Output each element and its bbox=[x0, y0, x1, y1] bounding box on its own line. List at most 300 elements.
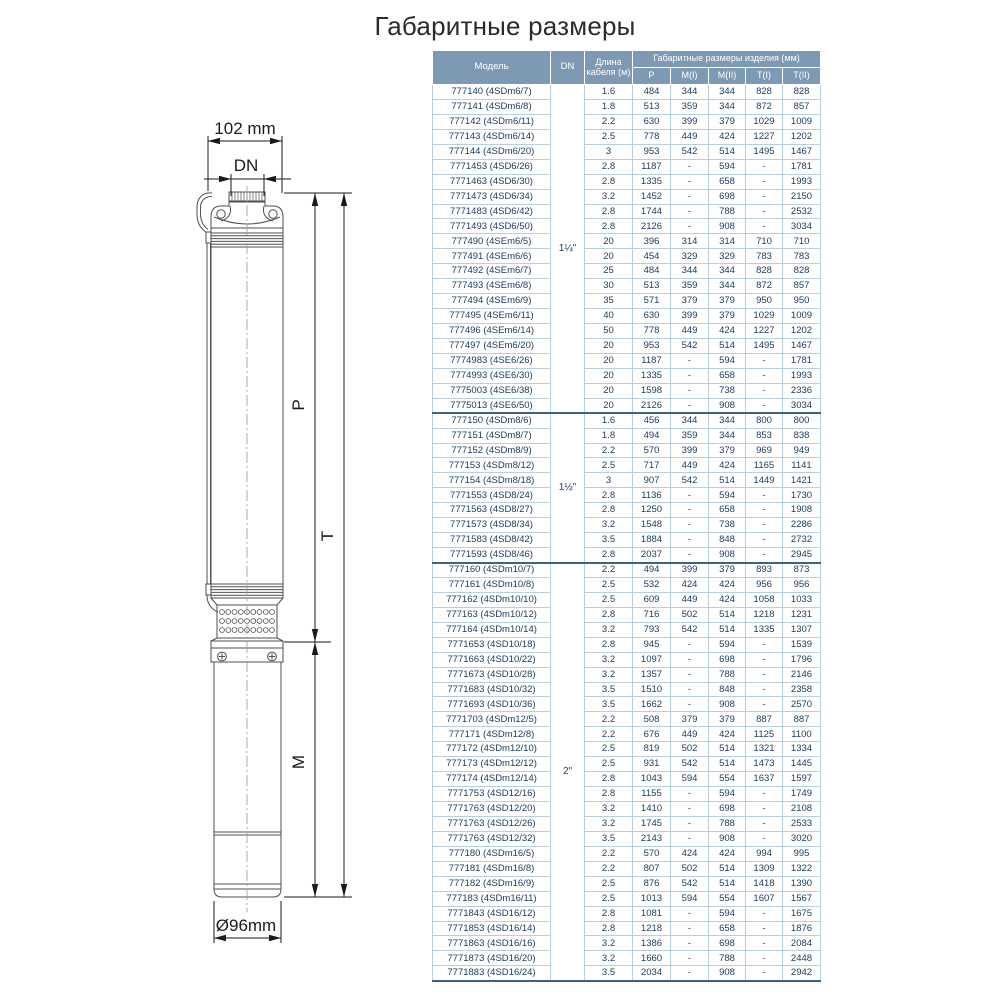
cell-t1: 710 bbox=[746, 234, 783, 249]
cell-m2: 788 bbox=[709, 951, 746, 966]
table-row bbox=[433, 906, 821, 921]
cell-p: 876 bbox=[633, 876, 671, 891]
cell-t1: 1495 bbox=[746, 144, 783, 159]
cell-p: 1510 bbox=[633, 682, 671, 697]
cell-m2: 658 bbox=[709, 503, 746, 518]
cell-p: 953 bbox=[633, 144, 671, 159]
cell-t1: 1309 bbox=[746, 861, 783, 876]
cell-m1: 542 bbox=[671, 876, 709, 891]
cell-m2: 658 bbox=[709, 174, 746, 189]
cell-t2: 1597 bbox=[783, 772, 821, 787]
cell-p: 1745 bbox=[633, 816, 671, 831]
cell-t2: 3034 bbox=[783, 398, 821, 413]
dim-top-width-label: 102 mm bbox=[214, 119, 276, 138]
cell-p: 1452 bbox=[633, 189, 671, 204]
cell-p: 1386 bbox=[633, 936, 671, 951]
header-group: Габаритные размеры изделия (мм) bbox=[633, 51, 821, 68]
cell-dn: 1½" bbox=[551, 413, 585, 562]
cell-model: 777163 (4SDm10/12) bbox=[433, 607, 551, 622]
table-row bbox=[433, 861, 821, 876]
cell-t2: 1334 bbox=[783, 742, 821, 757]
header-t1: T(I) bbox=[746, 68, 783, 85]
cell-t2: 1781 bbox=[783, 353, 821, 368]
table-row bbox=[433, 279, 821, 294]
cell-t2: 1749 bbox=[783, 787, 821, 802]
table-row bbox=[433, 458, 821, 473]
cell-p: 456 bbox=[633, 413, 671, 428]
cell-m1: - bbox=[671, 353, 709, 368]
cell-p: 2034 bbox=[633, 966, 671, 981]
cell-t2: 1567 bbox=[783, 891, 821, 906]
cell-cable: 20 bbox=[585, 234, 633, 249]
cell-dn: 2" bbox=[551, 563, 585, 981]
cell-p: 1335 bbox=[633, 368, 671, 383]
cell-t2: 1141 bbox=[783, 458, 821, 473]
cell-cable: 35 bbox=[585, 294, 633, 309]
cell-t1: - bbox=[746, 906, 783, 921]
cell-t2: 1100 bbox=[783, 727, 821, 742]
cell-m1: - bbox=[671, 697, 709, 712]
cell-t2: 1908 bbox=[783, 503, 821, 518]
table-row bbox=[433, 129, 821, 144]
cell-m2: 514 bbox=[709, 144, 746, 159]
cell-model: 7771673 (4SD10/28) bbox=[433, 667, 551, 682]
table-row bbox=[433, 428, 821, 443]
cell-m2: 594 bbox=[709, 787, 746, 802]
cell-m1: - bbox=[671, 682, 709, 697]
table-row bbox=[433, 846, 821, 861]
cell-model: 777172 (4SDm12/10) bbox=[433, 742, 551, 757]
cell-t1: - bbox=[746, 518, 783, 533]
cell-t1: - bbox=[746, 368, 783, 383]
cell-p: 1187 bbox=[633, 353, 671, 368]
dimension-m bbox=[289, 642, 318, 897]
cell-m2: 738 bbox=[709, 383, 746, 398]
cell-m2: 514 bbox=[709, 757, 746, 772]
cell-model: 7771843 (4SD16/12) bbox=[433, 906, 551, 921]
table-row bbox=[433, 234, 821, 249]
motor-body bbox=[214, 662, 281, 897]
cell-m2: 788 bbox=[709, 204, 746, 219]
table-row bbox=[433, 682, 821, 697]
cell-t2: 1202 bbox=[783, 129, 821, 144]
cell-model: 777164 (4SDm10/14) bbox=[433, 622, 551, 637]
dimension-t bbox=[318, 193, 347, 897]
table-row bbox=[433, 577, 821, 592]
cell-t1: 969 bbox=[746, 443, 783, 458]
table-row bbox=[433, 413, 821, 428]
cell-model: 7775003 (4SE6/38) bbox=[433, 383, 551, 398]
cell-t1: 1473 bbox=[746, 757, 783, 772]
cell-cable: 2.2 bbox=[585, 846, 633, 861]
cell-cable: 2.5 bbox=[585, 129, 633, 144]
dim-dn-label: DN bbox=[233, 156, 259, 175]
cell-t1: - bbox=[746, 383, 783, 398]
cell-m2: 594 bbox=[709, 488, 746, 503]
cell-t2: 1231 bbox=[783, 607, 821, 622]
cell-cable: 20 bbox=[585, 368, 633, 383]
cell-t1: 1029 bbox=[746, 114, 783, 129]
table-row bbox=[433, 533, 821, 548]
cell-m1: - bbox=[671, 652, 709, 667]
cell-cable: 2.2 bbox=[585, 712, 633, 727]
cell-t1: 1495 bbox=[746, 338, 783, 353]
cell-cable: 2.8 bbox=[585, 772, 633, 787]
cell-m2: 514 bbox=[709, 338, 746, 353]
cell-m2: 658 bbox=[709, 368, 746, 383]
cell-m2: 424 bbox=[709, 592, 746, 607]
cell-t2: 2448 bbox=[783, 951, 821, 966]
table-row bbox=[433, 189, 821, 204]
cell-p: 1662 bbox=[633, 697, 671, 712]
cell-t2: 1539 bbox=[783, 637, 821, 652]
cell-t2: 995 bbox=[783, 846, 821, 861]
cell-model: 7771763 (4SD12/26) bbox=[433, 816, 551, 831]
cell-t2: 2108 bbox=[783, 802, 821, 817]
cell-model: 777180 (4SDm16/5) bbox=[433, 846, 551, 861]
cell-m2: 424 bbox=[709, 129, 746, 144]
table-row bbox=[433, 294, 821, 309]
cell-m1: 594 bbox=[671, 891, 709, 906]
cell-t2: 2732 bbox=[783, 533, 821, 548]
dim-bottom-diameter-label: Ø96mm bbox=[215, 916, 277, 935]
table-row bbox=[433, 563, 821, 578]
cell-cable: 20 bbox=[585, 249, 633, 264]
cell-m1: - bbox=[671, 936, 709, 951]
cell-t1: 828 bbox=[746, 85, 783, 100]
cell-t1: - bbox=[746, 189, 783, 204]
cell-m1: 542 bbox=[671, 338, 709, 353]
cell-t2: 1467 bbox=[783, 144, 821, 159]
cell-p: 1335 bbox=[633, 174, 671, 189]
cell-p: 1548 bbox=[633, 518, 671, 533]
cell-t1: - bbox=[746, 533, 783, 548]
cell-p: 484 bbox=[633, 264, 671, 279]
cell-cable: 3 bbox=[585, 144, 633, 159]
cell-t1: 1637 bbox=[746, 772, 783, 787]
cell-model: 7771473 (4SD6/34) bbox=[433, 189, 551, 204]
cell-m2: 379 bbox=[709, 563, 746, 578]
table-row bbox=[433, 622, 821, 637]
cell-m1: - bbox=[671, 204, 709, 219]
cell-p: 484 bbox=[633, 85, 671, 100]
cell-m1: - bbox=[671, 787, 709, 802]
cell-m1: 594 bbox=[671, 772, 709, 787]
table-row bbox=[433, 548, 821, 563]
table-row bbox=[433, 936, 821, 951]
cell-m2: 848 bbox=[709, 682, 746, 697]
cell-model: 7771663 (4SD10/22) bbox=[433, 652, 551, 667]
cell-cable: 2.8 bbox=[585, 921, 633, 936]
cell-m2: 514 bbox=[709, 876, 746, 891]
cell-p: 1081 bbox=[633, 906, 671, 921]
cell-p: 931 bbox=[633, 757, 671, 772]
cell-cable: 3.5 bbox=[585, 533, 633, 548]
cell-model: 777152 (4SDm8/9) bbox=[433, 443, 551, 458]
cell-t2: 1675 bbox=[783, 906, 821, 921]
cell-p: 953 bbox=[633, 338, 671, 353]
cell-m2: 514 bbox=[709, 861, 746, 876]
cell-model: 7771853 (4SD16/14) bbox=[433, 921, 551, 936]
cell-dn: 1¼" bbox=[551, 85, 585, 414]
cell-p: 494 bbox=[633, 563, 671, 578]
cell-m2: 908 bbox=[709, 219, 746, 234]
cell-t2: 1421 bbox=[783, 473, 821, 488]
cell-model: 777160 (4SDm10/7) bbox=[433, 563, 551, 578]
cell-m2: 424 bbox=[709, 324, 746, 339]
cell-cable: 3.2 bbox=[585, 622, 633, 637]
cell-t1: 1335 bbox=[746, 622, 783, 637]
cell-m1: 359 bbox=[671, 428, 709, 443]
cell-m2: 594 bbox=[709, 353, 746, 368]
cell-t1: - bbox=[746, 204, 783, 219]
cell-cable: 2.5 bbox=[585, 577, 633, 592]
cell-cable: 1.8 bbox=[585, 99, 633, 114]
cell-t2: 2945 bbox=[783, 548, 821, 563]
cell-t1: 828 bbox=[746, 264, 783, 279]
cell-model: 777171 (4SDm12/8) bbox=[433, 727, 551, 742]
cell-p: 2126 bbox=[633, 219, 671, 234]
cell-m2: 379 bbox=[709, 114, 746, 129]
dimension-bottom-diameter bbox=[214, 901, 281, 943]
cell-m1: - bbox=[671, 533, 709, 548]
cell-m2: 514 bbox=[709, 742, 746, 757]
cell-m2: 314 bbox=[709, 234, 746, 249]
cell-t1: - bbox=[746, 951, 783, 966]
cell-p: 717 bbox=[633, 458, 671, 473]
cell-t1: 853 bbox=[746, 428, 783, 443]
cell-model: 7771593 (4SD8/46) bbox=[433, 548, 551, 563]
cell-model: 777181 (4SDm16/8) bbox=[433, 861, 551, 876]
cell-t2: 1033 bbox=[783, 592, 821, 607]
cell-t1: 1058 bbox=[746, 592, 783, 607]
cell-m2: 424 bbox=[709, 846, 746, 861]
cell-t2: 2533 bbox=[783, 816, 821, 831]
table-row bbox=[433, 592, 821, 607]
cell-t1: 1218 bbox=[746, 607, 783, 622]
cell-t2: 1781 bbox=[783, 159, 821, 174]
cell-cable: 2.5 bbox=[585, 876, 633, 891]
table-row bbox=[433, 473, 821, 488]
cell-m2: 514 bbox=[709, 622, 746, 637]
cell-m1: - bbox=[671, 503, 709, 518]
cell-p: 570 bbox=[633, 846, 671, 861]
cell-p: 1598 bbox=[633, 383, 671, 398]
cell-model: 777174 (4SDm12/14) bbox=[433, 772, 551, 787]
header-dn: DN bbox=[551, 51, 585, 85]
table-row bbox=[433, 338, 821, 353]
cell-model: 777495 (4SEm6/11) bbox=[433, 309, 551, 324]
cell-m1: - bbox=[671, 802, 709, 817]
cell-t1: 1165 bbox=[746, 458, 783, 473]
cell-cable: 2.8 bbox=[585, 637, 633, 652]
cell-m2: 344 bbox=[709, 413, 746, 428]
cell-model: 777143 (4SDm6/14) bbox=[433, 129, 551, 144]
cell-p: 1357 bbox=[633, 667, 671, 682]
cell-p: 1250 bbox=[633, 503, 671, 518]
cell-p: 513 bbox=[633, 99, 671, 114]
cell-model: 7771553 (4SD8/24) bbox=[433, 488, 551, 503]
table-row bbox=[433, 503, 821, 518]
cell-cable: 2.2 bbox=[585, 727, 633, 742]
cell-t2: 1993 bbox=[783, 174, 821, 189]
cell-cable: 3.2 bbox=[585, 518, 633, 533]
cell-t2: 783 bbox=[783, 249, 821, 264]
cell-t1: - bbox=[746, 503, 783, 518]
cell-model: 7775013 (4SE6/50) bbox=[433, 398, 551, 413]
cell-t1: - bbox=[746, 802, 783, 817]
cell-model: 777141 (4SDm6/8) bbox=[433, 99, 551, 114]
cell-p: 1155 bbox=[633, 787, 671, 802]
cell-m2: 554 bbox=[709, 772, 746, 787]
table-row bbox=[433, 637, 821, 652]
cell-p: 676 bbox=[633, 727, 671, 742]
cell-m1: 399 bbox=[671, 114, 709, 129]
cell-t1: 1125 bbox=[746, 727, 783, 742]
cell-m2: 344 bbox=[709, 428, 746, 443]
cell-cable: 2.2 bbox=[585, 861, 633, 876]
table-row bbox=[433, 966, 821, 981]
cell-m1: - bbox=[671, 159, 709, 174]
cell-t1: 1321 bbox=[746, 742, 783, 757]
cell-cable: 20 bbox=[585, 383, 633, 398]
table-row bbox=[433, 518, 821, 533]
table-row bbox=[433, 324, 821, 339]
cell-p: 513 bbox=[633, 279, 671, 294]
cell-m1: 542 bbox=[671, 144, 709, 159]
cell-m1: - bbox=[671, 383, 709, 398]
cell-model: 7771883 (4SD16/24) bbox=[433, 966, 551, 981]
table-row bbox=[433, 802, 821, 817]
cell-m1: - bbox=[671, 398, 709, 413]
cell-cable: 3 bbox=[585, 473, 633, 488]
cell-t2: 956 bbox=[783, 577, 821, 592]
cell-model: 7771483 (4SD6/42) bbox=[433, 204, 551, 219]
cell-t1: - bbox=[746, 398, 783, 413]
cell-cable: 3.2 bbox=[585, 802, 633, 817]
cell-m1: 502 bbox=[671, 742, 709, 757]
cell-m2: 329 bbox=[709, 249, 746, 264]
table-row bbox=[433, 443, 821, 458]
cell-m1: - bbox=[671, 368, 709, 383]
cell-t2: 2084 bbox=[783, 936, 821, 951]
cell-model: 777151 (4SDm8/7) bbox=[433, 428, 551, 443]
cell-model: 777173 (4SDm12/12) bbox=[433, 757, 551, 772]
cell-m1: 449 bbox=[671, 129, 709, 144]
cell-p: 1410 bbox=[633, 802, 671, 817]
cell-m2: 698 bbox=[709, 652, 746, 667]
cell-model: 777153 (4SDm8/12) bbox=[433, 458, 551, 473]
page-title: Габаритные размеры bbox=[374, 11, 636, 41]
cell-t1: - bbox=[746, 921, 783, 936]
cell-t2: 2150 bbox=[783, 189, 821, 204]
cell-t1: - bbox=[746, 682, 783, 697]
cell-p: 1218 bbox=[633, 921, 671, 936]
cell-t1: - bbox=[746, 174, 783, 189]
cell-m1: 449 bbox=[671, 727, 709, 742]
cell-t2: 857 bbox=[783, 279, 821, 294]
cell-p: 2126 bbox=[633, 398, 671, 413]
cell-m2: 594 bbox=[709, 159, 746, 174]
cell-m1: - bbox=[671, 831, 709, 846]
cell-m2: 424 bbox=[709, 727, 746, 742]
cell-m2: 594 bbox=[709, 637, 746, 652]
cell-model: 7771573 (4SD8/34) bbox=[433, 518, 551, 533]
cell-m2: 908 bbox=[709, 697, 746, 712]
cell-t2: 2532 bbox=[783, 204, 821, 219]
cell-model: 7771693 (4SD10/36) bbox=[433, 697, 551, 712]
cell-model: 7771873 (4SD16/20) bbox=[433, 951, 551, 966]
cell-t2: 1467 bbox=[783, 338, 821, 353]
cell-cable: 3.5 bbox=[585, 966, 633, 981]
cell-cable: 1.6 bbox=[585, 413, 633, 428]
table-row bbox=[433, 398, 821, 413]
cell-t2: 2336 bbox=[783, 383, 821, 398]
cell-cable: 1.8 bbox=[585, 428, 633, 443]
cell-t1: 950 bbox=[746, 294, 783, 309]
table-row bbox=[433, 742, 821, 757]
cell-m2: 379 bbox=[709, 294, 746, 309]
cell-m2: 379 bbox=[709, 309, 746, 324]
cell-m2: 594 bbox=[709, 906, 746, 921]
cell-cable: 2.8 bbox=[585, 204, 633, 219]
cell-model: 7771703 (4SDm12/5) bbox=[433, 712, 551, 727]
cell-m1: - bbox=[671, 174, 709, 189]
cell-t1: - bbox=[746, 936, 783, 951]
cell-model: 777150 (4SDm8/6) bbox=[433, 413, 551, 428]
cell-m1: 314 bbox=[671, 234, 709, 249]
cell-p: 508 bbox=[633, 712, 671, 727]
table-body bbox=[433, 85, 821, 981]
cell-m1: 542 bbox=[671, 473, 709, 488]
cell-cable: 2.8 bbox=[585, 488, 633, 503]
table-row bbox=[433, 488, 821, 503]
cell-cable: 50 bbox=[585, 324, 633, 339]
cell-t2: 1445 bbox=[783, 757, 821, 772]
cell-model: 7771753 (4SD12/16) bbox=[433, 787, 551, 802]
cell-model: 777490 (4SEm6/5) bbox=[433, 234, 551, 249]
header-t2: T(II) bbox=[783, 68, 821, 85]
cell-cable: 25 bbox=[585, 264, 633, 279]
cell-p: 396 bbox=[633, 234, 671, 249]
cell-cable: 2.2 bbox=[585, 443, 633, 458]
cell-m2: 848 bbox=[709, 533, 746, 548]
cell-cable: 3.5 bbox=[585, 831, 633, 846]
cell-t1: 1227 bbox=[746, 324, 783, 339]
cell-model: 7771493 (4SD6/50) bbox=[433, 219, 551, 234]
header-m2: M(II) bbox=[709, 68, 746, 85]
cell-t1: - bbox=[746, 787, 783, 802]
cell-t2: 1009 bbox=[783, 114, 821, 129]
cell-t1: 893 bbox=[746, 563, 783, 578]
cell-model: 777492 (4SEm6/7) bbox=[433, 264, 551, 279]
table-row bbox=[433, 891, 821, 906]
table-row bbox=[433, 383, 821, 398]
cell-model: 7771563 (4SD8/27) bbox=[433, 503, 551, 518]
cell-cable: 2.5 bbox=[585, 891, 633, 906]
cell-t2: 800 bbox=[783, 413, 821, 428]
dim-m-label: M bbox=[289, 754, 308, 770]
cell-cable: 2.8 bbox=[585, 219, 633, 234]
cell-p: 571 bbox=[633, 294, 671, 309]
cell-model: 7774993 (4SE6/30) bbox=[433, 368, 551, 383]
cell-t1: 872 bbox=[746, 99, 783, 114]
table-row bbox=[433, 114, 821, 129]
cell-cable: 2.8 bbox=[585, 174, 633, 189]
cell-cable: 2.5 bbox=[585, 742, 633, 757]
cell-p: 945 bbox=[633, 637, 671, 652]
cell-m1: - bbox=[671, 951, 709, 966]
